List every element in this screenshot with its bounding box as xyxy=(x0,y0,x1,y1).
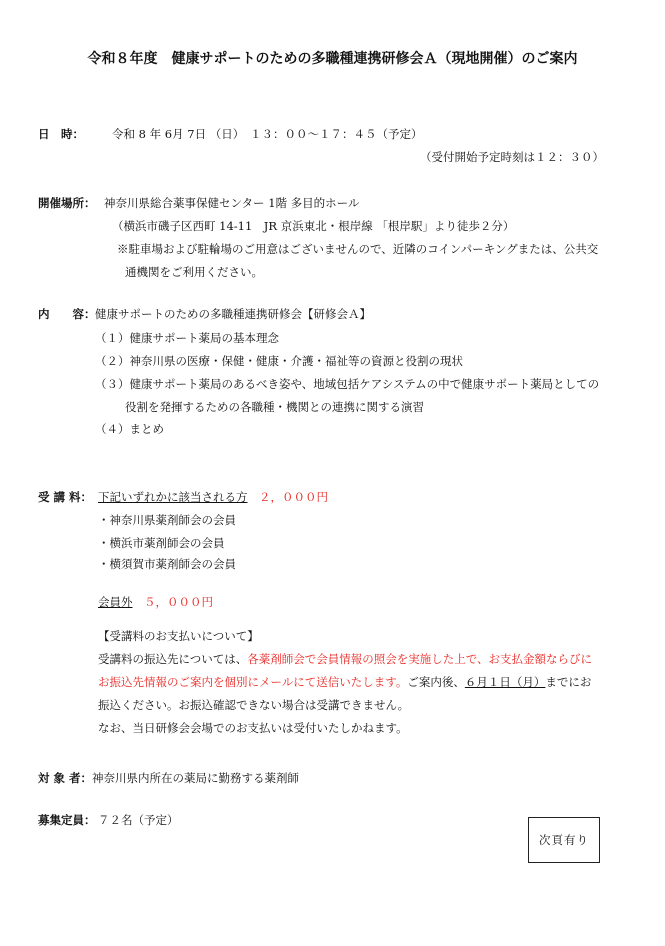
venue-name: 神奈川県総合薬事保健センター 1階 多目的ホール xyxy=(104,196,360,210)
member-type: ・神奈川県薬剤師会の会員 xyxy=(98,513,236,527)
page-title: 令和８年度 健康サポートのための多職種連携研修会Ａ（現地開催）のご案内 xyxy=(87,51,578,67)
nonmember-fee-lead: 会員外 xyxy=(98,595,133,609)
member-fee-amount: ２，０００円 xyxy=(259,490,328,504)
payment-line1-a: 受講料の振込先については、 xyxy=(98,652,248,666)
datetime-value: 令和 8 年 6月 7日 （日） １３：００～１７：４５（予定） xyxy=(112,127,423,141)
next-page-box xyxy=(528,817,600,863)
payment-line1 xyxy=(98,651,592,667)
venue-label: 開催場所： xyxy=(38,196,96,210)
fee-label: 受 講 料： xyxy=(38,490,93,504)
target-label: 対 象 者： xyxy=(38,771,93,785)
payment-line4: なお、当日研修会会場でのお支払いは受付いたしかねます。 xyxy=(98,721,408,735)
parking-note-line1: ※駐車場および駐輪場のご用意はございませんので、近隣のコインパーキングまたは、公共交 xyxy=(117,242,599,256)
capacity-label: 募集定員： xyxy=(38,813,96,827)
content-heading: 健康サポートのための多職種連携研修会【研修会Ａ】 xyxy=(95,307,371,321)
member-type: ・横浜市薬剤師会の会員 xyxy=(98,536,225,550)
content-item: （１）健康サポート薬局の基本理念 xyxy=(95,331,279,345)
nonmember-fee-line xyxy=(98,594,213,610)
payment-line2 xyxy=(98,674,591,690)
payment-line1-b: 各薬剤師会で会員情報の照会を実施した上で、お支払金額ならびに xyxy=(247,652,593,666)
content-label: 内 容： xyxy=(38,307,96,321)
datetime-label: 日 時： xyxy=(38,127,84,141)
target-value: 神奈川県内所在の薬局に勤務する薬剤師 xyxy=(92,771,299,785)
venue-address: （横浜市磯子区西町 14-11 JR 京浜東北・根岸線 「根岸駅」より徒歩２分） xyxy=(112,219,515,233)
member-fee-lead: 下記いずれかに該当される方 xyxy=(98,490,248,504)
member-fee-line xyxy=(98,489,328,505)
payment-heading: 【受講料のお支払いについて】 xyxy=(98,629,259,643)
parking-note-line2: 通機関をご利用ください。 xyxy=(125,265,263,279)
payment-deadline: ６月１日（月） xyxy=(464,675,546,689)
reception-time: （受付開始予定時刻は１２：３０） xyxy=(420,150,604,164)
next-page-text: 次頁有り xyxy=(539,833,589,847)
nonmember-fee-amount: ５，０００円 xyxy=(144,595,213,609)
payment-line2-d: までにお xyxy=(545,675,592,689)
payment-line3: 振込ください。お振込確認できない場合は受講できません。 xyxy=(98,698,410,712)
capacity-value: ７２名（予定） xyxy=(98,813,179,827)
payment-line2-b: ご案内後、 xyxy=(407,675,465,689)
content-item: （３）健康サポート薬局のあるべき姿や、地域包括ケアシステムの中で健康サポート薬局としての xyxy=(95,377,600,391)
content-item-continued: 役割を発揮するための各職種・機関との連携に関する演習 xyxy=(125,400,424,414)
payment-line2-a: お振込先情報のご案内を個別にメールにて送信いたします。 xyxy=(98,675,408,689)
member-type: ・横須賀市薬剤師会の会員 xyxy=(98,557,236,571)
content-item: （２）神奈川県の医療・保健・健康・介護・福祉等の資源と役割の現状 xyxy=(95,354,463,368)
content-item: （４）まとめ xyxy=(95,422,164,436)
